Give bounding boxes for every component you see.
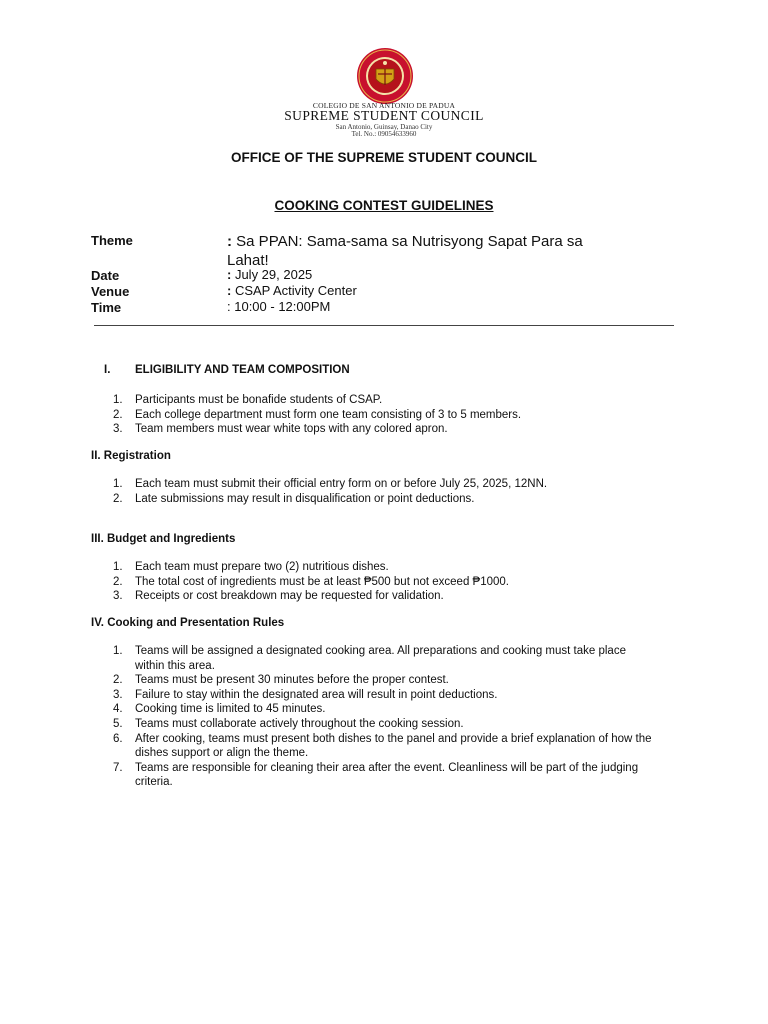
venue-label: Venue xyxy=(91,284,130,299)
list-item: 4. Cooking time is limited to 45 minutes. xyxy=(113,703,326,716)
section-1-number: I. xyxy=(104,364,111,376)
section-4-list xyxy=(113,644,653,790)
list-item: 2. The total cost of ingredients must be at least ₱500 but not exceed ₱1000. xyxy=(113,575,509,588)
list-item: 2. Each college department must form one team consisting of 3 to 5 members. xyxy=(113,408,522,421)
list-item: 7. Teams are responsible for cleaning their area after the event. Cleanliness will be part of the judging criteria. xyxy=(113,761,639,789)
list-item: 5. Teams must collaborate actively throughout the cooking session. xyxy=(113,717,464,730)
theme-value: : Sa PPAN: Sama-sama sa Nutrisyong Sapat Para sa Lahat! xyxy=(227,233,583,269)
list-item: 1. Each team must prepare two (2) nutritious dishes. xyxy=(113,561,389,573)
section-1-list xyxy=(113,393,673,437)
office-title: OFFICE OF THE SUPREME STUDENT COUNCIL xyxy=(230,150,537,165)
council-name: SUPREME STUDENT COUNCIL xyxy=(284,108,484,123)
venue-value: : CSAP Activity Center xyxy=(227,283,357,298)
date-text: July 29, 2025 xyxy=(234,267,313,282)
section-4-heading: IV. Cooking and Presentation Rules xyxy=(91,617,285,629)
date-value: : July 29, 2025 xyxy=(227,267,313,282)
school-name: COLEGIO DE SAN ANTONIO DE PADUA xyxy=(312,101,456,110)
school-telephone: Tel. No.: 09054633960 xyxy=(351,130,417,138)
list-item: 6. After cooking, teams must present both dishes to the panel and provide a brief explanation of how the dishes support or align the theme. xyxy=(113,732,652,760)
section-3-list xyxy=(113,560,673,604)
theme-text: Sa PPAN: Sama-sama sa Nutrisyong Sapat Para sa Lahat! xyxy=(227,233,583,269)
theme-label: Theme xyxy=(91,233,133,248)
time-text: 10:00 - 12:00PM xyxy=(234,299,331,314)
document-title: COOKING CONTEST GUIDELINES xyxy=(274,198,494,213)
school-address: San Antonio, Guinsay, Danao City xyxy=(335,123,433,131)
section-2-heading: II. Registration xyxy=(91,450,171,462)
council-seal-logo xyxy=(356,47,414,105)
list-item: 3. Receipts or cost breakdown may be requested for validation. xyxy=(113,590,444,603)
list-item: 2. Late submissions may result in disqualification or point deductions. xyxy=(113,492,475,505)
list-item: 3. Failure to stay within the designated area will result in point deductions. xyxy=(113,688,498,701)
list-item: 1. Each team must submit their official entry form on or before July 25, 2025, 12NN. xyxy=(113,478,548,490)
list-item: 3. Team members must wear white tops with any colored apron. xyxy=(113,423,448,436)
time-label: Time xyxy=(91,300,122,315)
date-label: Date xyxy=(91,268,120,283)
divider-line xyxy=(94,325,674,326)
section-2-list xyxy=(113,477,673,506)
section-1-title: ELIGIBILITY AND TEAM COMPOSITION xyxy=(135,364,350,376)
list-item: 1. Teams will be assigned a designated cooking area. All preparations and cooking must take place within this area. xyxy=(113,645,626,672)
time-value: : 10:00 - 12:00PM xyxy=(227,299,331,314)
list-item: 1. Participants must be bonafide students of CSAP. xyxy=(113,394,383,406)
venue-text: CSAP Activity Center xyxy=(234,283,357,298)
list-item: 2. Teams must be present 30 minutes before the proper contest. xyxy=(113,674,449,687)
section-3-heading: III. Budget and Ingredients xyxy=(91,533,236,545)
